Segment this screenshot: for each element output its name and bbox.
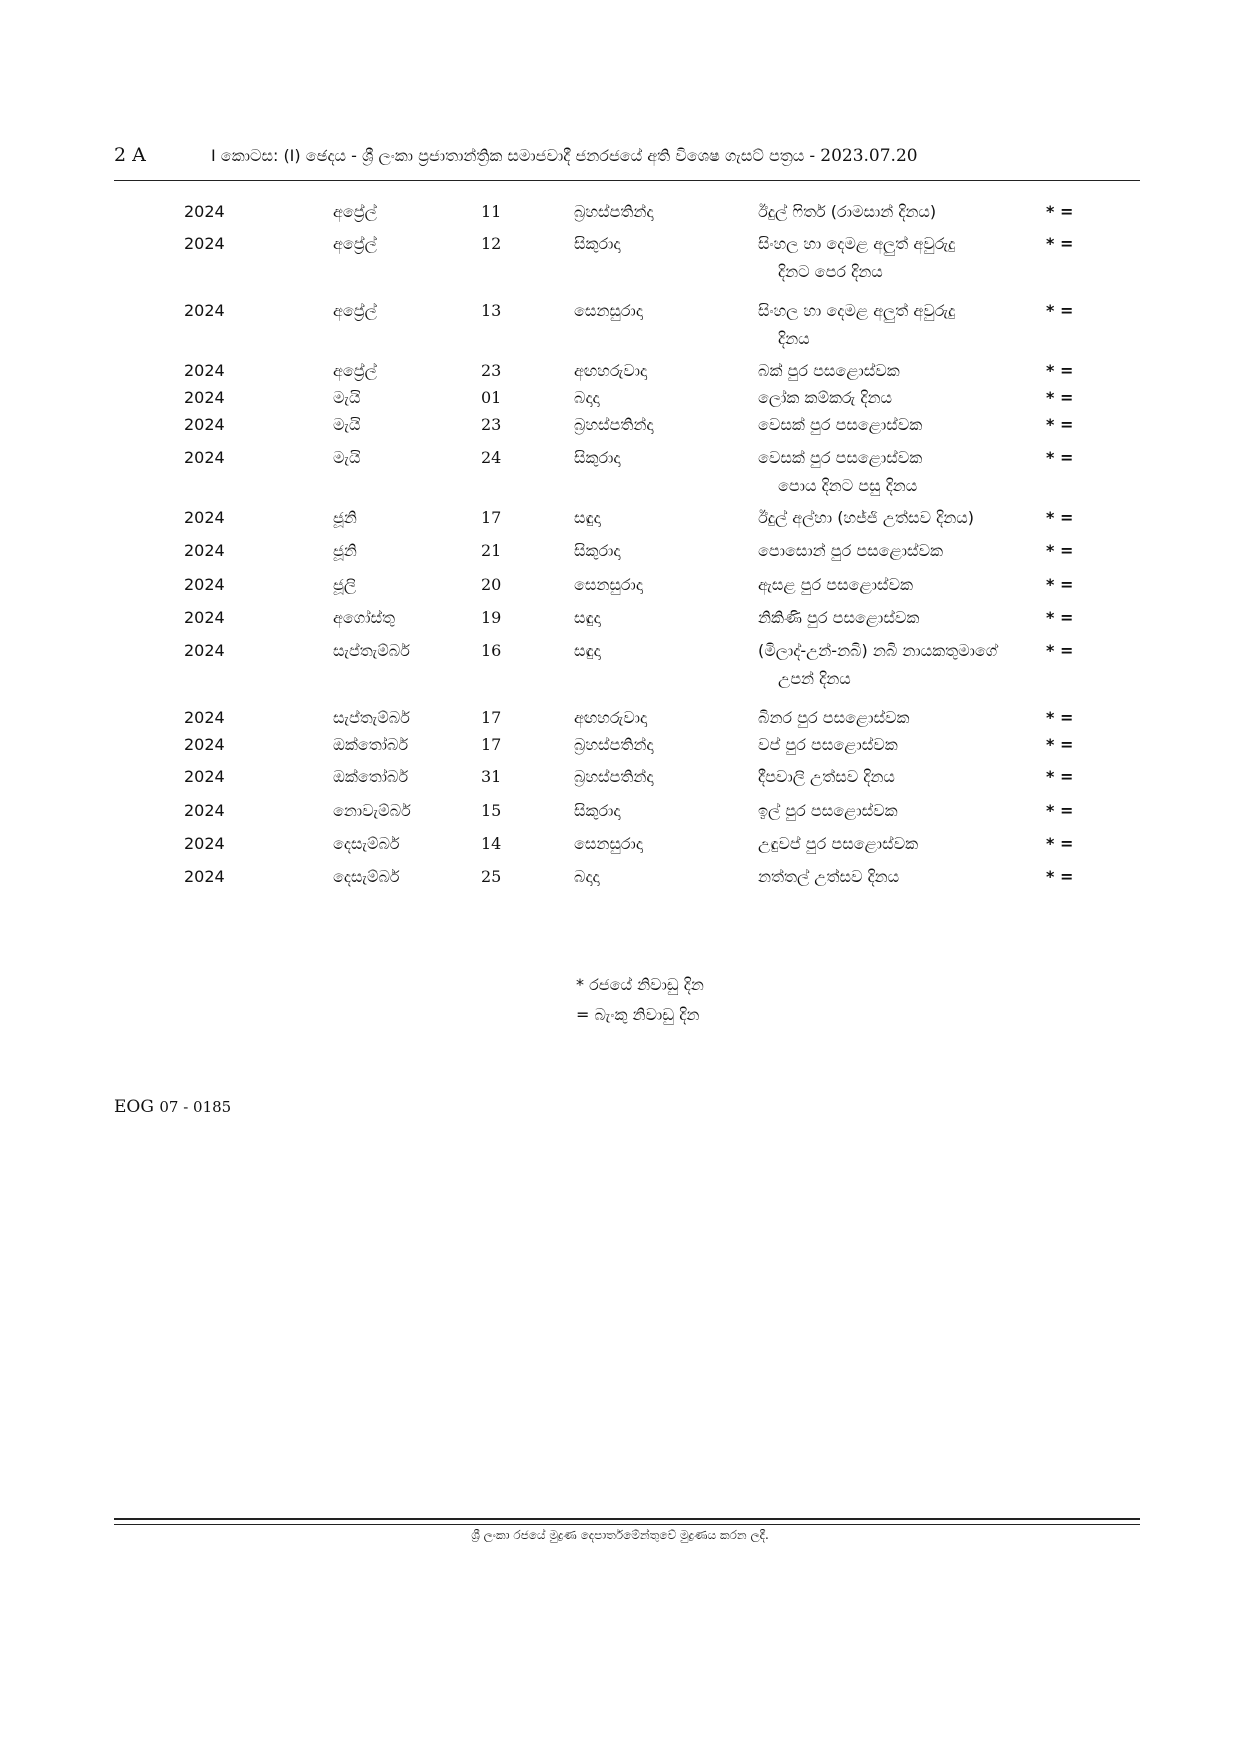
holiday-type-marks: * = [1046, 767, 1074, 786]
holiday-type-marks: * = [1046, 541, 1074, 560]
gazette-title [211, 146, 1061, 166]
month-cell: මැයි [333, 388, 361, 407]
holiday-name-line1: බක් පුර පසළොස්වක [758, 361, 900, 380]
holiday-name-line1: වෙසක් පුර පසළොස්වක [758, 448, 923, 467]
day-cell: 16 [481, 641, 502, 660]
month-cell: ජූනි [333, 541, 357, 560]
holiday-type-marks: * = [1046, 388, 1074, 407]
year-cell: 2024 [184, 415, 225, 434]
weekday-cell: බදාදා [574, 867, 600, 886]
weekday-cell: අඟහරුවාදා [574, 361, 648, 380]
holiday-name-line2: දිනය [778, 329, 810, 348]
year-cell: 2024 [184, 801, 225, 820]
month-cell: ජූලි [333, 575, 357, 594]
holiday-type-marks: * = [1046, 641, 1074, 660]
holiday-name-line1: ඉල් පුර පසළොස්වක [758, 801, 898, 820]
holiday-name-line1: දීපවාලි උත්සව දිනය [758, 767, 895, 786]
holiday-name-cell [758, 234, 1048, 282]
weekday-cell: බ්‍රහස්පතින්දා [574, 767, 654, 786]
holiday-name-cell [758, 834, 1048, 854]
holiday-name-cell [758, 202, 1048, 222]
holiday-name-line1: ඊදුල් අල්හා (හජ්ජි උත්සව දිනය) [758, 508, 974, 527]
year-cell: 2024 [184, 541, 225, 560]
footer-divider-thin [114, 1524, 1140, 1525]
holiday-name-line1: පොසොන් පුර පසළොස්වක [758, 541, 944, 560]
year-cell: 2024 [184, 361, 225, 380]
day-cell: 21 [481, 541, 502, 560]
month-cell: මැයි [333, 415, 361, 434]
year-cell: 2024 [184, 202, 225, 221]
holiday-name-line2: දිනට පෙර දිනය [778, 262, 883, 281]
year-cell: 2024 [184, 448, 225, 467]
year-cell: 2024 [184, 575, 225, 594]
holiday-type-marks: * = [1046, 735, 1074, 754]
day-cell: 14 [481, 834, 502, 853]
year-cell: 2024 [184, 708, 225, 727]
holiday-type-marks: * = [1046, 608, 1074, 627]
year-cell: 2024 [184, 641, 225, 660]
weekday-cell: සෙනසුරාදා [574, 301, 643, 320]
legend-public-holiday: * රජයේ නිවාඩු දින [576, 975, 704, 994]
weekday-cell: බදාදා [574, 388, 600, 407]
day-cell: 20 [481, 575, 502, 594]
holiday-type-marks: * = [1046, 508, 1074, 527]
holiday-name-cell [758, 735, 1048, 755]
holiday-name-cell [758, 448, 1048, 496]
holiday-type-marks: * = [1046, 202, 1074, 221]
holiday-name-line1: බිනර පුර පසළොස්වක [758, 708, 910, 727]
day-cell: 12 [481, 234, 502, 253]
holiday-type-marks: * = [1046, 834, 1074, 853]
year-cell: 2024 [184, 301, 225, 320]
weekday-cell: සඳුදා [574, 508, 601, 527]
holiday-type-marks: * = [1046, 301, 1074, 320]
page-number: 2 A [114, 144, 146, 166]
weekday-cell: බ්‍රහස්පතින්දා [574, 735, 654, 754]
holiday-type-marks: * = [1046, 867, 1074, 886]
day-cell: 23 [481, 415, 502, 434]
month-cell: අප්‍රේල් [333, 301, 377, 320]
weekday-cell: සෙනසුරාදා [574, 834, 643, 853]
page-header [114, 144, 1140, 174]
weekday-cell: සෙනසුරාදා [574, 575, 643, 594]
holiday-type-marks: * = [1046, 415, 1074, 434]
printer-note: ශ්‍රී ලංකා රජයේ මුද්‍රණ දෙපාර්තමේන්තුවේ මුද්‍රණය කරන ලදී. [471, 1528, 769, 1542]
weekday-cell: අඟහරුවාදා [574, 708, 648, 727]
day-cell: 11 [481, 202, 502, 221]
holiday-name-line2: පොය දිනට පසු දිනය [778, 476, 918, 495]
holiday-name-cell [758, 708, 1048, 728]
holiday-type-marks: * = [1046, 234, 1074, 253]
holiday-type-marks: * = [1046, 801, 1074, 820]
holiday-name-cell [758, 575, 1048, 595]
holiday-name-cell [758, 767, 1048, 787]
reference-number: 07 - 0185 [159, 1098, 232, 1116]
day-cell: 23 [481, 361, 502, 380]
month-cell: අප්‍රේල් [333, 202, 377, 221]
holiday-name-cell [758, 641, 1048, 689]
day-cell: 17 [481, 508, 502, 527]
holiday-name-line1: උඳුවප් පුර පසළොස්වක [758, 834, 919, 853]
day-cell: 15 [481, 801, 502, 820]
weekday-cell: සඳුදා [574, 608, 601, 627]
holiday-type-marks: * = [1046, 448, 1074, 467]
month-cell: අගෝස්තු [333, 608, 395, 627]
holiday-name-line1: වප් පුර පසළොස්වක [758, 735, 898, 754]
weekday-cell: සඳුදා [574, 641, 601, 660]
weekday-cell: බ්‍රහස්පතින්දා [574, 415, 654, 434]
year-cell: 2024 [184, 735, 225, 754]
year-cell: 2024 [184, 608, 225, 627]
holiday-name-cell [758, 508, 1048, 528]
month-cell: නොවැම්බර් [333, 801, 411, 820]
legend-bank-holiday: = බැංකු නිවාඩු දින [576, 1005, 700, 1024]
holiday-name-cell [758, 608, 1048, 628]
year-cell: 2024 [184, 834, 225, 853]
month-cell: සැප්තැම්බර් [333, 708, 410, 727]
header-divider [114, 180, 1140, 181]
month-cell: මැයි [333, 448, 361, 467]
holiday-type-marks: * = [1046, 575, 1074, 594]
day-cell: 17 [481, 735, 502, 754]
year-cell: 2024 [184, 508, 225, 527]
holiday-name-line1: නිකිණි පුර පසළොස්වක [758, 608, 920, 627]
weekday-cell: සිකුරාදා [574, 541, 621, 560]
holiday-name-line1: නත්තල් උත්සව දිනය [758, 867, 900, 886]
weekday-cell: බ්‍රහස්පතින්දා [574, 202, 654, 221]
gazette-date: 2023.07.20 [820, 146, 918, 166]
footer-divider-thick [114, 1518, 1140, 1520]
holiday-name-cell [758, 867, 1048, 887]
day-cell: 13 [481, 301, 502, 320]
holiday-name-line1: ඊදුල් ෆිතර් (රාමසාන් දිනය) [758, 202, 937, 221]
year-cell: 2024 [184, 867, 225, 886]
month-cell: දෙසැම්බර් [333, 867, 400, 886]
day-cell: 31 [481, 767, 502, 786]
holiday-name-line1: වෙසක් පුර පසළොස්වක [758, 415, 923, 434]
day-cell: 01 [481, 388, 502, 407]
day-cell: 19 [481, 608, 502, 627]
year-cell: 2024 [184, 234, 225, 253]
day-cell: 25 [481, 867, 502, 886]
month-cell: ජූනි [333, 508, 357, 527]
holiday-name-cell [758, 415, 1048, 435]
weekday-cell: සිකුරාදා [574, 801, 621, 820]
month-cell: ඔක්තෝබර් [333, 767, 409, 786]
document-reference [114, 1097, 231, 1117]
legend [576, 970, 704, 1030]
holiday-name-cell [758, 801, 1048, 821]
holiday-name-line1: සිංහල හා දෙමළ අලුත් අවුරුදු [758, 301, 956, 320]
holiday-name-cell [758, 388, 1048, 408]
year-cell: 2024 [184, 767, 225, 786]
holiday-name-cell [758, 361, 1048, 381]
holiday-type-marks: * = [1046, 361, 1074, 380]
gazette-title-text: I කොටස: (I) ඡෙදය - ශ්‍රී ලංකා ප්‍රජාතාන්ත්‍රික සමාජවාදී ජනරජයේ අති විශෙෂ ගැසට් පත්‍රය - [211, 146, 816, 165]
holiday-name-cell [758, 541, 1048, 561]
holiday-name-line1: ඇසළ පුර පසළොස්වක [758, 575, 913, 594]
holiday-name-line1: සිංහල හා දෙමළ අලුත් අවුරුදු [758, 234, 956, 253]
holiday-name-line2: උපන් දිනය [778, 669, 851, 688]
reference-prefix: EOG [114, 1097, 154, 1117]
year-cell: 2024 [184, 388, 225, 407]
month-cell: සැප්තැම්බර් [333, 641, 410, 660]
month-cell: ඔක්තෝබර් [333, 735, 409, 754]
month-cell: අප්‍රේල් [333, 361, 377, 380]
holiday-name-line1: ලෝක කම්කරු දිනය [758, 388, 892, 407]
holiday-name-line1: (මිලාද්-උන්-නබි) නබි නායකතුමාගේ [758, 641, 998, 660]
holiday-name-cell [758, 301, 1048, 349]
day-cell: 24 [481, 448, 502, 467]
month-cell: අප්‍රේල් [333, 234, 377, 253]
weekday-cell: සිකුරාදා [574, 448, 621, 467]
month-cell: දෙසැම්බර් [333, 834, 400, 853]
day-cell: 17 [481, 708, 502, 727]
holiday-type-marks: * = [1046, 708, 1074, 727]
weekday-cell: සිකුරාදා [574, 234, 621, 253]
